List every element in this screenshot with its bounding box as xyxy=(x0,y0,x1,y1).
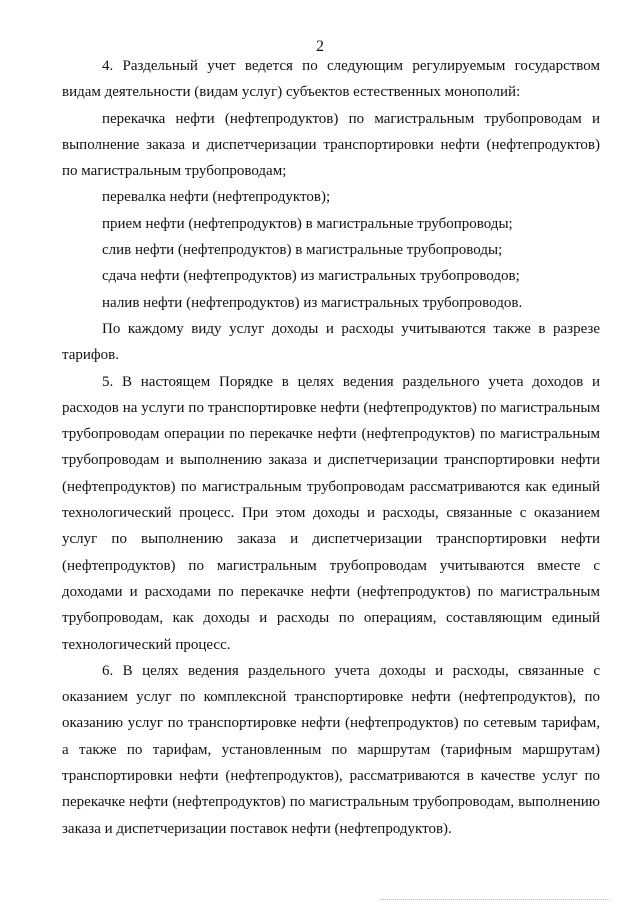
list-item-pumping: перекачка нефти (нефтепродуктов) по магистральным трубопроводам и выполнение заказа и диспетчеризации транспортировки нефти (нефтепродуктов) по магистральным трубопроводам; xyxy=(62,110,600,180)
paragraph-6: 6. В целях ведения раздельного учета доходы и расходы, связанные с оказанием услуг по комплексной транспортировке нефти (нефтепродуктов), по оказанию услуг по транспортировке нефти (нефтепродуктов) по сетевым тарифам, а также по тарифам, установленным по маршрутам (тарифным маршрутам) транспортировки нефти (нефтепродуктов), рассматриваются в качестве услуг по перекачке нефти (нефтепродуктов) по магистральным трубопроводам, выполнению заказа и диспетчеризации поставок нефти (нефтепродуктов). xyxy=(62,662,600,837)
scan-edge-artifact xyxy=(380,899,610,900)
paragraph-4-intro: 4. Раздельный учет ведется по следующим регулируемым государством видам деятельности (видам услуг) субъектов естественных монополий: xyxy=(62,58,600,101)
list-item-transshipment: перевалка нефти (нефтепродуктов); xyxy=(102,189,331,206)
document-body xyxy=(62,53,600,842)
paragraph-tariffs: По каждому виду услуг доходы и расходы учитываются также в разрезе тарифов. xyxy=(62,320,600,364)
page-number: 2 xyxy=(316,38,324,55)
paragraph-5: 5. В настоящем Порядке в целях ведения раздельного учета доходов и расходов на услуги по транспортировке нефти (нефтепродуктов) по магистральным трубопроводам операции по перекачке нефти (нефтепродуктов) по магистральным трубопроводам и выполнению заказа и диспетчеризации транспортировки нефти (нефтепродуктов) по магистральным трубопроводам рассматриваются как единый технологический процесс. При этом доходы и расходы, связанные с оказанием услуг по выполнению заказа и диспетчеризации транспортировки нефти (нефтепродуктов) по магистральным трубопроводам учитываются вместе с доходами и расходами по перекачке нефти (нефтепродуктов) по магистральным трубопроводам, как доходы и расходы по операциям, составляющим единый технологический процесс. xyxy=(62,373,600,653)
list-item-intake: прием нефти (нефтепродуктов) в магистральные трубопроводы; xyxy=(102,215,513,232)
list-item-delivery: сдача нефти (нефтепродуктов) из магистральных трубопроводов; xyxy=(102,268,520,285)
list-item-loading: налив нефти (нефтепродуктов) из магистральных трубопроводов. xyxy=(102,294,523,311)
list-item-draining: слив нефти (нефтепродуктов) в магистральные трубопроводы; xyxy=(102,242,503,259)
